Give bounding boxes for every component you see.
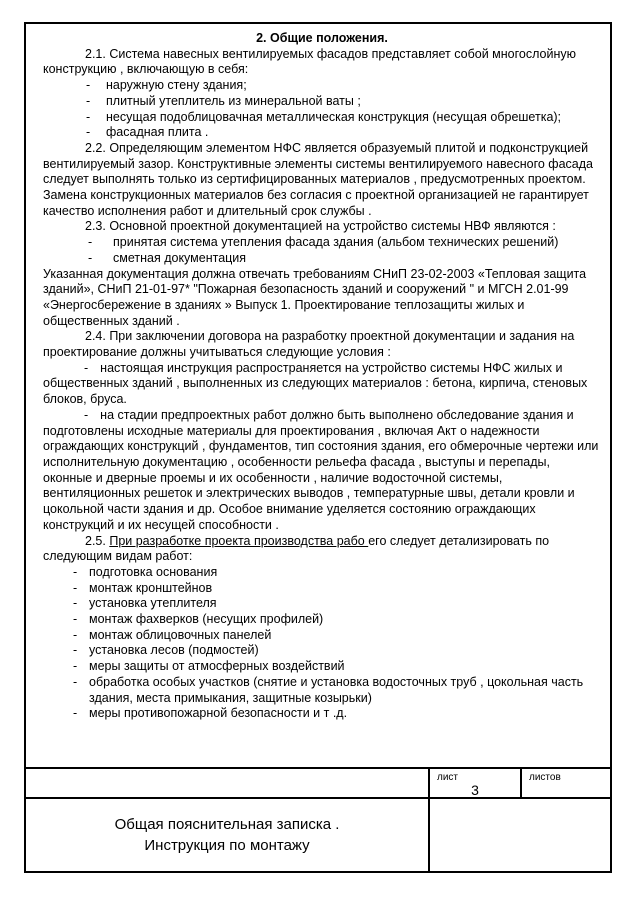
sheets-total-label: листов bbox=[529, 772, 561, 783]
paragraph bbox=[43, 361, 601, 408]
list-item bbox=[43, 78, 601, 94]
paragraph bbox=[43, 47, 601, 78]
list-item-text: плитный утеплитель из минеральной ваты ; bbox=[106, 93, 361, 108]
list-item bbox=[43, 612, 601, 628]
sheet-label: лист bbox=[437, 772, 459, 783]
dash-bullet: - bbox=[86, 78, 91, 93]
empty-cell bbox=[26, 769, 428, 797]
page-border-frame bbox=[24, 22, 612, 873]
dash-bullet: - bbox=[84, 360, 89, 375]
list-item bbox=[43, 110, 601, 126]
empty-cell bbox=[428, 799, 610, 871]
dash-bullet: - bbox=[73, 674, 78, 689]
text-run: 2.3. Основной проектной документацией на устройство системы НВФ являются : bbox=[85, 219, 556, 234]
list-item bbox=[43, 125, 601, 141]
text-run: 2.5. bbox=[85, 533, 110, 548]
dash-bullet: - bbox=[73, 580, 78, 595]
dash-bullet: - bbox=[73, 612, 78, 627]
text-run: на стадии предпроектных работ должно быть выполнено обследование здания и подготовлены исходные материалы для проектирования , включая Акт о надежности ограждающих конструкций , фундаментов, тип состояния здания, его обмерочные чертежи или исполнительную документацию , особенности рельефа фасада , выступы и перепады, оконные и дверные проемы и их особенности , наличие водосточной системы, вентиляционных решеток и электрических выводов , температурные швы, детали кровли и цокольной части здания и др. Особое внимание уделяется состоянию ограждающих конструкций и их несущей способности . bbox=[43, 407, 599, 532]
paragraph bbox=[43, 141, 601, 220]
dash-bullet: - bbox=[73, 627, 78, 642]
text-run: 2.4. При заключении договора на разработку проектной документации и задания на проектирование должны учитываться следующие условия : bbox=[43, 329, 575, 360]
paragraph bbox=[43, 408, 601, 534]
list-item-text: монтаж фахверков (несущих профилей) bbox=[89, 612, 324, 627]
sheets-total-cell bbox=[520, 769, 610, 797]
sheet-cell bbox=[428, 769, 520, 797]
paragraph bbox=[43, 267, 601, 330]
list-item-text: сметная документация bbox=[113, 250, 247, 265]
section-heading: 2. Общие положения. bbox=[256, 31, 388, 45]
list-item bbox=[43, 235, 601, 251]
list-item-text: установка лесов (подмостей) bbox=[89, 643, 259, 658]
paragraph bbox=[43, 534, 601, 565]
dash-bullet: - bbox=[73, 564, 78, 579]
list-item bbox=[43, 659, 601, 675]
text-run: 2.2. Определяющим элементом НФС является образуемый плитой и подконструкцией вентилируемый зазор. Конструктивные элементы системы вентилируемого навесного фасада следует выполнять только из сертифицированных материалов , предусмотренных проектом. Замена конструкционных материалов без согласия с проектной организацией не гарантирует качество исполнения работ и длительный срок службы . bbox=[43, 140, 593, 218]
sheet-number: 3 bbox=[471, 782, 479, 798]
bullet-list bbox=[43, 78, 601, 141]
list-item bbox=[43, 94, 601, 110]
dash-bullet: - bbox=[88, 235, 93, 250]
list-item-text: установка утеплителя bbox=[89, 596, 217, 611]
list-item-text: фасадная плита . bbox=[106, 125, 209, 140]
paragraph bbox=[43, 219, 601, 235]
bullet-list bbox=[43, 565, 601, 722]
list-item bbox=[43, 643, 601, 659]
dash-bullet: - bbox=[88, 250, 93, 265]
list-item bbox=[43, 565, 601, 581]
list-item-text: наружную стену здания; bbox=[106, 78, 247, 93]
dash-bullet: - bbox=[73, 659, 78, 674]
list-item-text: меры защиты от атмосферных воздействий bbox=[89, 659, 345, 674]
underlined-text: При разработке проекта производства рабо bbox=[109, 533, 369, 548]
paragraph bbox=[43, 329, 601, 360]
list-item bbox=[43, 706, 601, 722]
list-item-text: меры противопожарной безопасности и т .д. bbox=[89, 706, 348, 721]
list-item-text: монтаж облицовочных панелей bbox=[89, 627, 272, 642]
list-item bbox=[43, 675, 601, 706]
title-block bbox=[26, 767, 610, 871]
dash-bullet: - bbox=[86, 93, 91, 108]
list-item-text: несущая подоблицовачная металлическая конструкция (несущая обрешетка); bbox=[106, 109, 562, 124]
doc-title-line2: Инструкция по монтажу bbox=[144, 837, 310, 854]
list-item-text: монтаж кронштейнов bbox=[89, 580, 213, 595]
bullet-list bbox=[43, 235, 601, 266]
dash-bullet: - bbox=[84, 407, 89, 422]
sheet-info-row bbox=[26, 769, 610, 799]
list-item-text: обработка особых участков (снятие и установка водосточных труб , цокольная часть здания, места примыкания, защитные козырьки) bbox=[89, 674, 584, 705]
dash-bullet: - bbox=[86, 109, 91, 124]
list-item bbox=[43, 251, 601, 267]
dash-bullet: - bbox=[73, 643, 78, 658]
text-run: настоящая инструкция распространяется на устройство системы НФС жилых и общественных зданий , выполненных из следующих материалов : бетона, кирпича, стеновых блоков, бруса. bbox=[43, 360, 588, 407]
document-body bbox=[26, 24, 610, 722]
list-item-text: подготовка основания bbox=[89, 564, 218, 579]
doc-title-row bbox=[26, 799, 610, 871]
list-item-text: принятая система утепления фасада здания (альбом технических решений) bbox=[113, 235, 559, 250]
doc-title-cell bbox=[26, 799, 428, 871]
dash-bullet: - bbox=[86, 125, 91, 140]
doc-title-line1: Общая пояснительная записка . bbox=[114, 816, 340, 833]
list-item bbox=[43, 596, 601, 612]
text-run: Указанная документация должна отвечать требованиям СНиП 23-02-2003 «Тепловая защита зданий», СНиП 21-01-97* "Пожарная безопасность зданий и сооружений " и МГСН 2.01-99 «Энергосбережение в зданиях » Выпуск 1. Проектирование теплозащиты жилых и общественных зданий . bbox=[43, 266, 587, 328]
list-item bbox=[43, 581, 601, 597]
dash-bullet: - bbox=[73, 596, 78, 611]
text-run: 2.1. Система навесных вентилируемых фасадов представляет собой многослойную конструкцию , включающую в себя: bbox=[43, 46, 576, 77]
list-item bbox=[43, 628, 601, 644]
dash-bullet: - bbox=[73, 706, 78, 721]
text-run: его следует детализировать по следующим видам работ: bbox=[43, 533, 550, 564]
